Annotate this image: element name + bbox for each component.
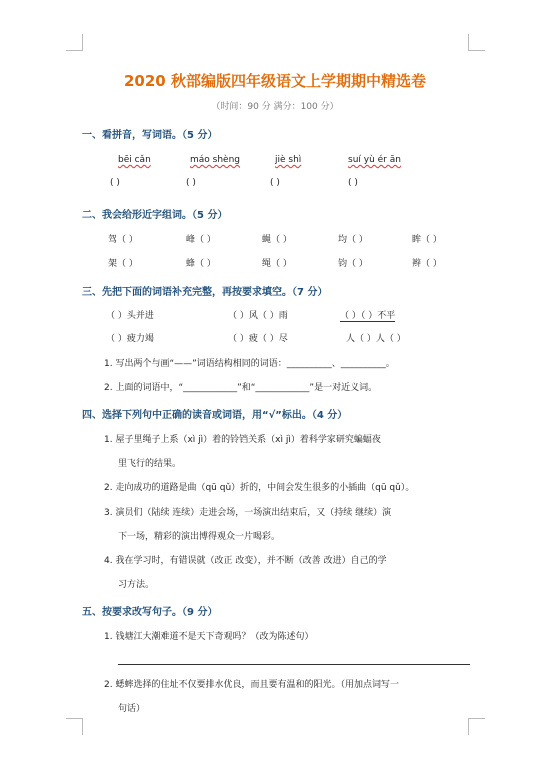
question-text: 句话） xyxy=(118,704,146,714)
pinyin-4: suí yù ér ān xyxy=(348,155,401,165)
idiom-item: （ ）疲（ ）尽 xyxy=(228,334,288,344)
question-text: 1. 屋子里绳子上系（xì jì）着的铃铛关系（xì jì）着科学家研究蝙蝠夜 xyxy=(104,435,381,445)
question-text: 习方法。 xyxy=(118,580,155,590)
pinyin-1: bēi cǎn xyxy=(118,155,151,165)
idiom-item: （ ）风（ ）雨 xyxy=(228,311,288,321)
section-5-heading: 五、按要求改写句子。（9 分） xyxy=(82,607,218,618)
page-title: 2020 秋部编版四年级语文上学期期中精选卷 xyxy=(124,72,426,90)
section-3-heading: 三、先把下面的词语补充完整，再按要求填空。（7 分） xyxy=(82,287,328,298)
question-text: 下一场，精彩的演出博得观众一片喝彩。 xyxy=(118,532,281,542)
answer-bracket-2: ( ) xyxy=(186,178,196,188)
idiom-item: 人（ ）人（ ） xyxy=(346,334,406,344)
char-item: 峰（ ） xyxy=(186,235,216,245)
pinyin-2: máo shèng xyxy=(190,155,240,165)
question-text: 3. 演员们（陆续 连续）走进会场，一场演出结束后，又（持续 继续）演 xyxy=(104,508,392,518)
section-2-heading: 二、我会给形近字组词。（5 分） xyxy=(82,210,228,221)
corner-mark-top-left xyxy=(66,34,83,51)
exam-info: （时间：90 分 满分：100 分） xyxy=(211,102,339,112)
section-4-heading: 四、选择下列句中正确的读音或词语，用“√”标出。（4 分） xyxy=(82,410,348,421)
char-item: 蜂（ ） xyxy=(186,259,216,269)
char-item: 绳（ ） xyxy=(262,259,292,269)
char-item: 钧（ ） xyxy=(338,259,368,269)
char-item: 蝇（ ） xyxy=(262,235,292,245)
question-text: 里飞行的结果。 xyxy=(118,459,182,469)
question-text: 2. 上面的词语中，“____________”和“____________”是一对近义词。 xyxy=(104,383,378,393)
question-text: 1. 钱塘江大潮难道不是天下奇观吗？（改为陈述句） xyxy=(104,632,314,642)
corner-mark-bottom-left xyxy=(66,718,83,735)
char-item: 驾（ ） xyxy=(108,235,138,245)
char-item: 眸（ ） xyxy=(412,235,442,245)
char-item: 辫（ ） xyxy=(412,259,442,269)
idiom-item: （ ）头并进 xyxy=(106,311,154,321)
question-text: 4. 我在学习时，有错误就（改正 改变），并不断（改善 改进）自己的学 xyxy=(104,556,387,566)
idiom-item-underlined: （ ）（ ）不平 xyxy=(340,308,395,322)
question-text: 1. 写出两个与画“——”词语结构相同的词语：__________、__________。 xyxy=(104,359,395,369)
corner-mark-bottom-right xyxy=(468,718,485,735)
question-text: 2. 蟋蟀选择的住址不仅要排水优良，而且要有温和的阳光。（用加点词写一 xyxy=(104,680,399,690)
answer-bracket-4: ( ) xyxy=(348,178,358,188)
answer-bracket-1: ( ) xyxy=(110,178,120,188)
idiom-item: （ ）疲力竭 xyxy=(106,334,154,344)
section-1-heading: 一、看拼音，写词语。（5 分） xyxy=(82,130,218,141)
pinyin-3: jiè shì xyxy=(275,155,302,165)
answer-line[interactable] xyxy=(118,664,470,665)
corner-mark-top-right xyxy=(468,34,485,51)
answer-bracket-3: ( ) xyxy=(270,178,280,188)
question-text: 2. 走向成功的道路是曲（qū qǔ）折的，中间会发生很多的小插曲（qū qǔ）。 xyxy=(104,483,415,493)
char-item: 架（ ） xyxy=(108,259,138,269)
char-item: 均（ ） xyxy=(338,235,368,245)
